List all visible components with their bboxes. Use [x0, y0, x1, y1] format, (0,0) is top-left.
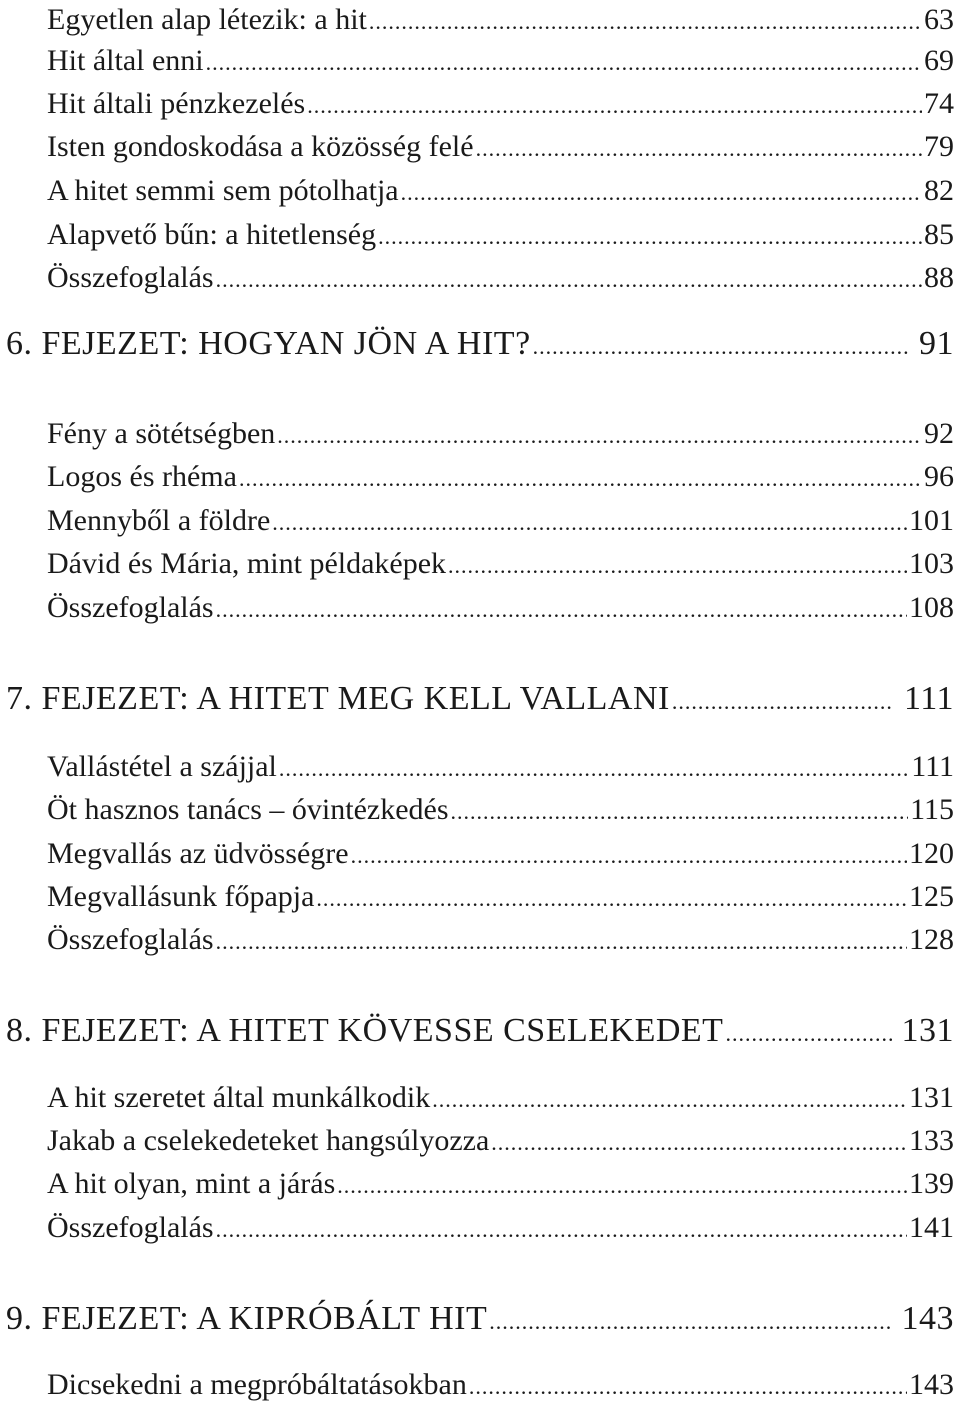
toc-entry-title: Dávid és Mária, mint példaképek [47, 547, 447, 580]
toc-entry [47, 41, 954, 81]
toc-chapter-entry [6, 1297, 954, 1341]
dot-leader [337, 1166, 907, 1206]
toc-entry-title: A hit olyan, mint a járás [47, 1167, 336, 1200]
toc-chapter-page: 111 [904, 680, 954, 717]
dot-leader [469, 1367, 907, 1407]
toc-chapter-entry [6, 677, 954, 721]
toc-entry [47, 1078, 954, 1118]
toc-entry [47, 588, 954, 628]
toc-entry-title: Hit általi pénzkezelés [47, 87, 306, 120]
dot-leader [448, 546, 907, 586]
dot-leader [216, 1210, 907, 1250]
toc-entry-page: 141 [909, 1211, 954, 1244]
toc-entry-title: Jakab a cselekedeteket hangsúlyozza [47, 1124, 490, 1157]
toc-entry [47, 414, 954, 454]
toc-entry [47, 127, 954, 167]
dot-leader [476, 129, 922, 169]
toc-entry-page: 111 [911, 750, 954, 783]
toc-entry-title: Hit által enni [47, 44, 204, 77]
dot-leader [206, 43, 922, 83]
toc-chapter-title: 8. FEJEZET: A HITET KÖVESSE CSELEKEDET [6, 1012, 724, 1049]
toc-chapter-entry [6, 322, 954, 366]
toc-entry-page: 103 [909, 547, 954, 580]
dot-leader [216, 922, 907, 962]
toc-entry-title: Összefoglalás [47, 261, 214, 294]
toc-entry-page: 88 [924, 261, 954, 294]
toc-entry-title: A hit szeretet által munkálkodik [47, 1081, 431, 1114]
dot-leader [489, 1300, 891, 1344]
toc-entry [47, 215, 954, 255]
toc-chapter-page: 91 [919, 325, 954, 362]
toc-entry-title: Összefoglalás [47, 923, 214, 956]
toc-entry-title: Alapvető bűn: a hitetlenség [47, 218, 377, 251]
toc-entry-title: Megvallásunk főpapja [47, 880, 315, 913]
toc-entry [47, 920, 954, 960]
toc-entry [47, 0, 954, 40]
toc-chapter-page: 131 [901, 1012, 954, 1049]
toc-entry-page: 115 [910, 793, 954, 826]
dot-leader [369, 2, 922, 42]
toc-entry-page: 74 [924, 87, 954, 120]
toc-entry [47, 457, 954, 497]
toc-entry-page: 82 [924, 174, 954, 207]
toc-entry-title: Egyetlen alap létezik: a hit [47, 3, 367, 36]
toc-entry-page: 128 [909, 923, 954, 956]
toc-chapter-page: 143 [901, 1300, 954, 1337]
toc-entry-title: Mennyből a földre [47, 504, 271, 537]
toc-entry-title: Megvallás az üdvösségre [47, 837, 349, 870]
toc-chapter-entry [6, 1009, 954, 1053]
toc-entry [47, 84, 954, 124]
toc-entry-title: Fény a sötétségben [47, 417, 276, 450]
dot-leader [272, 503, 907, 543]
toc-entry-page: 125 [909, 880, 954, 913]
toc-entry-title: A hitet semmi sem pótolhatja [47, 174, 399, 207]
toc-entry-title: Összefoglalás [47, 591, 214, 624]
toc-entry [47, 877, 954, 917]
toc-entry [47, 790, 954, 830]
toc-entry-page: 85 [924, 218, 954, 251]
dot-leader [432, 1080, 907, 1120]
toc-entry-title: Vallástétel a szájjal [47, 750, 277, 783]
toc-entry-title: Dicsekedni a megpróbáltatásokban [47, 1368, 467, 1401]
dot-leader [239, 459, 922, 499]
dot-leader [491, 1123, 907, 1163]
toc-chapter-title: 7. FEJEZET: A HITET MEG KELL VALLANI [6, 680, 670, 717]
toc-entry [47, 834, 954, 874]
toc-entry-page: 133 [909, 1124, 954, 1157]
toc-entry [47, 1164, 954, 1204]
toc-entry [47, 544, 954, 584]
dot-leader [307, 86, 922, 126]
dot-leader [533, 325, 909, 369]
toc-entry [47, 1208, 954, 1248]
toc-entry-page: 120 [909, 837, 954, 870]
dot-leader [451, 792, 909, 832]
toc-entry-title: Öt hasznos tanács – óvintézkedés [47, 793, 449, 826]
dot-leader [351, 836, 907, 876]
dot-leader [401, 173, 922, 213]
toc-entry-page: 143 [909, 1368, 954, 1401]
dot-leader [672, 680, 894, 724]
toc-entry [47, 258, 954, 298]
toc-entry-page: 131 [909, 1081, 954, 1114]
toc-entry [47, 501, 954, 541]
toc-entry-page: 92 [924, 417, 954, 450]
toc-entry-page: 108 [909, 591, 954, 624]
toc-entry-page: 79 [924, 130, 954, 163]
dot-leader [216, 590, 907, 630]
dot-leader [279, 749, 909, 789]
toc-entry-page: 69 [924, 44, 954, 77]
toc-entry-page: 139 [909, 1167, 954, 1200]
toc-entry [47, 1365, 954, 1405]
toc-entry-title: Összefoglalás [47, 1211, 214, 1244]
dot-leader [725, 1012, 891, 1056]
toc-entry-page: 96 [924, 460, 954, 493]
toc-entry [47, 171, 954, 211]
toc-entry-title: Logos és rhéma [47, 460, 237, 493]
toc-entry-page: 101 [909, 504, 954, 537]
toc-entry-page: 63 [924, 3, 954, 36]
toc-chapter-title: 6. FEJEZET: HOGYAN JÖN A HIT? [6, 325, 531, 362]
dot-leader [316, 879, 907, 919]
toc-entry [47, 1121, 954, 1161]
toc-entry-title: Isten gondoskodása a közösség felé [47, 130, 474, 163]
dot-leader [378, 217, 922, 257]
dot-leader [277, 416, 922, 456]
dot-leader [216, 260, 922, 300]
toc-entry [47, 747, 954, 787]
toc-chapter-title: 9. FEJEZET: A KIPRÓBÁLT HIT [6, 1300, 488, 1337]
